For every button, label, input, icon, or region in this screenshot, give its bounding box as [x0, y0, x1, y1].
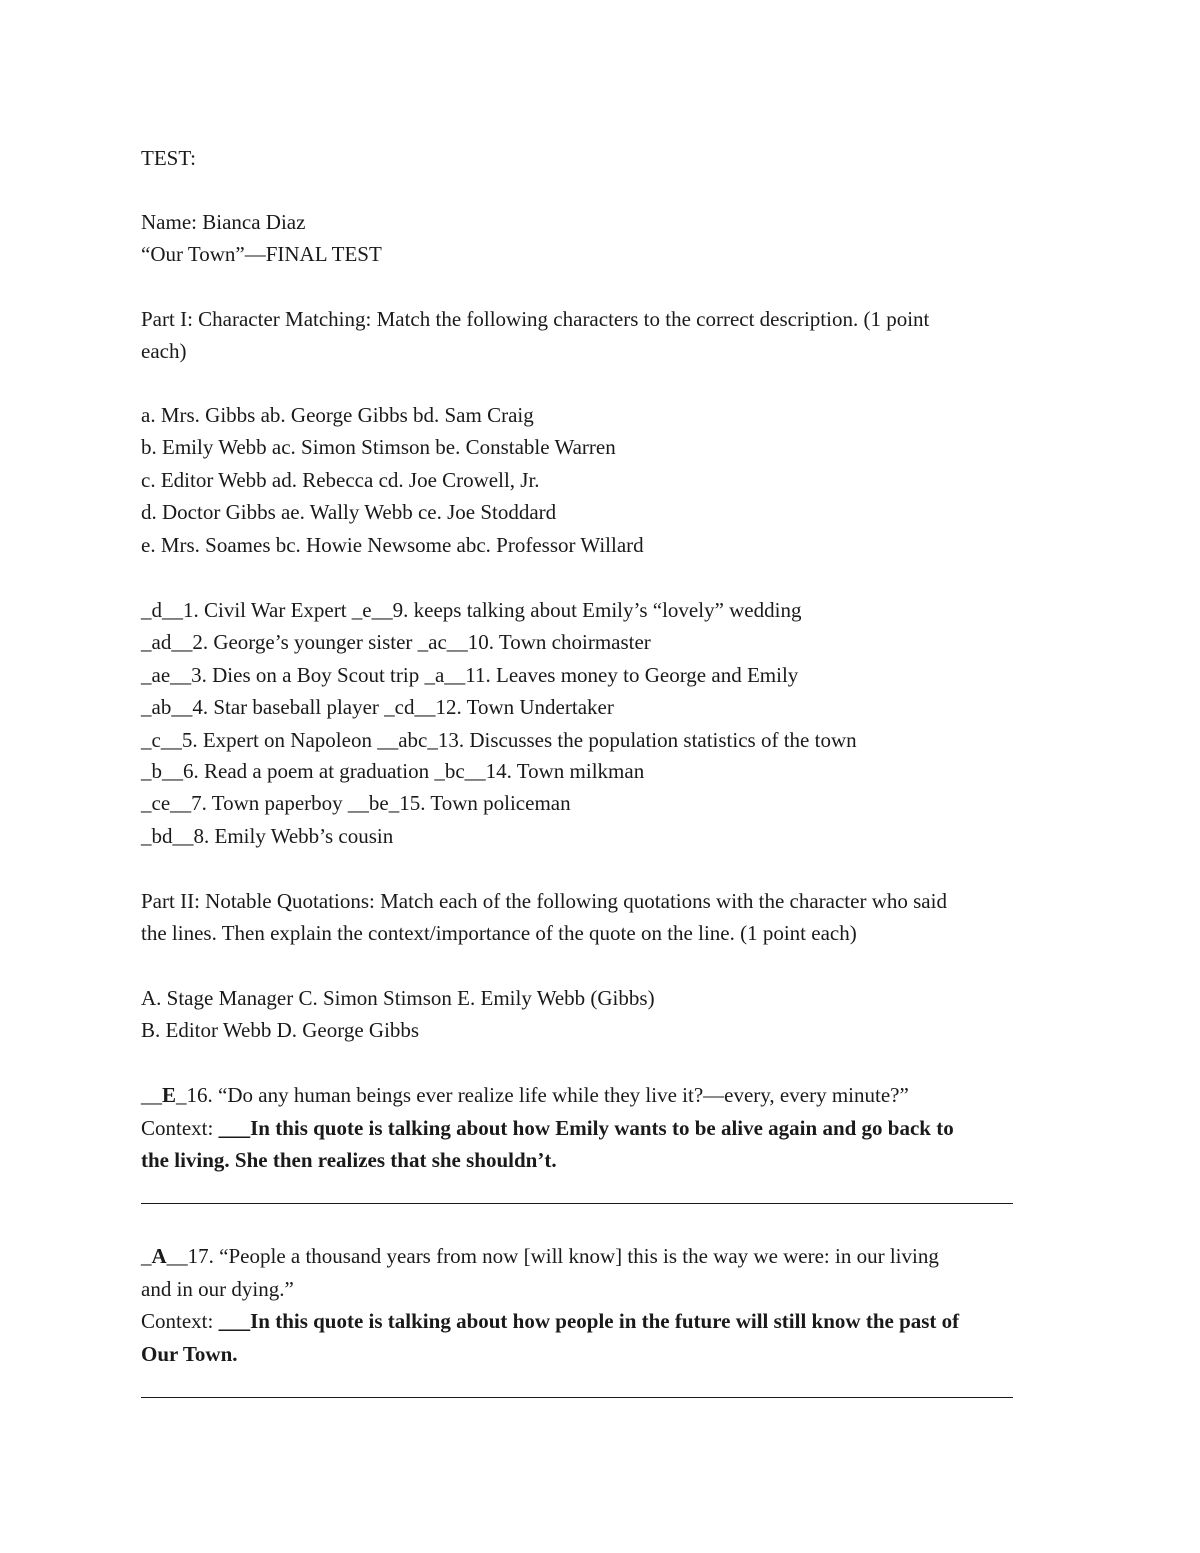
matching-answer-line: _ad__2. George’s younger sister _ac__10. Town choirmaster — [141, 630, 651, 654]
q17-context-label: Context: — [141, 1309, 219, 1333]
q17-answer-rule — [141, 1397, 1013, 1398]
matching-answer-line: _bd__8. Emily Webb’s cousin — [141, 824, 394, 848]
q16-answer-rule — [141, 1203, 1013, 1204]
part2-heading-line2: the lines. Then explain the context/importance of the quote on the line. (1 point each) — [141, 921, 857, 945]
question-16 — [141, 1082, 909, 1108]
test-label: TEST: — [141, 146, 196, 170]
matching-answer-line: _ae__3. Dies on a Boy Scout trip _a__11. Leaves money to George and Emily — [141, 663, 799, 687]
quote-options-line2: B. Editor Webb D. George Gibbs — [141, 1018, 420, 1042]
matching-answer-line: _d__1. Civil War Expert _e__9. keeps talking about Emily’s “lovely” wedding — [141, 598, 802, 622]
q16-context-answer: ___In this quote is talking about how Emily wants to be alive again and go back to — [218, 1116, 954, 1140]
q17-quote: __17. “People a thousand years from now [will know] this is the way we were: in our living — [166, 1244, 939, 1268]
q16-context-line2: the living. She then realizes that she shouldn’t. — [141, 1148, 557, 1172]
character-list-line: a. Mrs. Gibbs ab. George Gibbs bd. Sam Craig — [141, 403, 534, 427]
matching-answer-line: _ce__7. Town paperboy __be_15. Town policeman — [141, 791, 571, 815]
character-list-line: d. Doctor Gibbs ae. Wally Webb ce. Joe Stoddard — [141, 500, 557, 524]
matching-answer-line: _c__5. Expert on Napoleon __abc_13. Discusses the population statistics of the town — [141, 728, 857, 752]
q16-answer: E — [162, 1083, 177, 1107]
q16-blank-prefix: __ — [141, 1083, 162, 1107]
matching-answer-line: _ab__4. Star baseball player _cd__12. Town Undertaker — [141, 695, 614, 719]
question-17 — [141, 1243, 939, 1269]
q16-quote: _16. “Do any human beings ever realize life while they live it?—every, every minute?” — [176, 1083, 909, 1107]
q17-answer: A — [151, 1244, 167, 1268]
character-list-line: e. Mrs. Soames bc. Howie Newsome abc. Professor Willard — [141, 533, 644, 557]
student-name: Name: Bianca Diaz — [141, 210, 306, 234]
q16-context-label: Context: — [141, 1116, 219, 1140]
q17-context-line2: Our Town. — [141, 1342, 238, 1366]
part1-heading-line1: Part I: Character Matching: Match the following characters to the correct description. (1 point — [141, 307, 930, 331]
character-list-line: c. Editor Webb ad. Rebecca cd. Joe Crowell, Jr. — [141, 468, 540, 492]
part2-heading-line1: Part II: Notable Quotations: Match each of the following quotations with the character who said — [141, 889, 947, 913]
q17-context-line1 — [141, 1308, 959, 1334]
quote-options-line1: A. Stage Manager C. Simon Stimson E. Emily Webb (Gibbs) — [141, 986, 655, 1010]
character-list-line: b. Emily Webb ac. Simon Stimson be. Constable Warren — [141, 435, 616, 459]
matching-answer-line: _b__6. Read a poem at graduation _bc__14. Town milkman — [141, 759, 645, 783]
q17-quote-line2: and in our dying.” — [141, 1277, 294, 1301]
q16-context-line1 — [141, 1115, 954, 1141]
part1-heading-line2: each) — [141, 339, 187, 363]
test-title: “Our Town”—FINAL TEST — [141, 242, 382, 266]
q17-context-answer: ___In this quote is talking about how people in the future will still know the past of — [218, 1309, 960, 1333]
q17-blank-prefix: _ — [141, 1244, 152, 1268]
